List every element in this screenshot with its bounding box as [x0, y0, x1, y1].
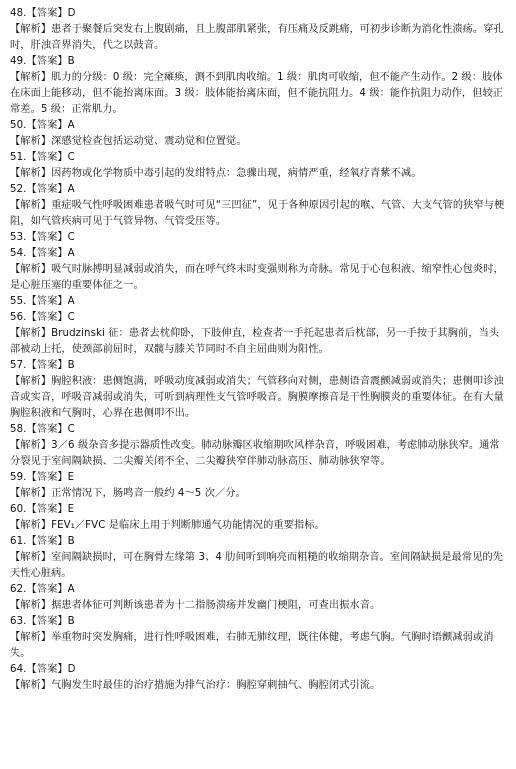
explanation-text: 【解析】Brudzinski 征：患者去枕仰卧，下肢伸直，检查者一手托起患者后枕部，另一手按于其胸前，当头部被动上托，使颈部前屈时，双髋与膝关节同时不自主屈曲则为阳性。: [10, 328, 500, 355]
answer-line: 49.【答案】B: [10, 56, 75, 67]
explanation-text: 【解析】据患者体征可判断该患者为十二指肠溃疡并发幽门梗阻，可查出振水音。: [10, 600, 381, 611]
answer-line: 57.【答案】B: [10, 360, 75, 371]
entry-53: [10, 230, 508, 246]
answer-line: 58.【答案】C: [10, 424, 75, 435]
entry-55: [10, 294, 508, 310]
explanation-text: 【解析】重症吸气性呼吸困难患者吸气时可见“三凹征”，见于各种原因引起的喉、气管、大支气管的狭窄与梗阻，如气管疾病可见于气管异物、气管受压等。: [10, 200, 505, 227]
explanation-text: 【解析】举重物时突发胸痛，进行性呼吸困难，右肺无肺纹理，既往体健，考虑气胸。气胸时语颤减弱或消失。: [10, 632, 494, 659]
answer-line: 63.【答案】B: [10, 616, 75, 627]
entry-57: [10, 358, 508, 422]
explanation-text: 【解析】FEV₁／FVC 是临床上用于判断肺通气功能情况的重要指标。: [10, 520, 325, 531]
entry-63: [10, 614, 508, 662]
entry-48: [10, 6, 508, 54]
entry-64: [10, 662, 508, 694]
answer-line: 48.【答案】D: [10, 8, 76, 19]
answer-line: 60.【答案】E: [10, 504, 75, 515]
entry-61: [10, 534, 508, 582]
answer-line: 51.【答案】C: [10, 152, 75, 163]
explanation-text: 【解析】吸气时脉搏明显减弱或消失，而在呼气终末时变强则称为奇脉。常见于心包积液、缩窄性心包炎时，是心脏压塞的重要体征之一。: [10, 264, 504, 291]
entry-56: [10, 310, 508, 358]
answer-line: 61.【答案】B: [10, 536, 75, 547]
entry-58: [10, 422, 508, 470]
entry-49: [10, 54, 508, 118]
entry-51: [10, 150, 508, 182]
answer-line: 64.【答案】D: [10, 664, 76, 675]
explanation-text: 【解析】正常情况下，肠鸣音一般约 4～5 次／分。: [10, 488, 246, 499]
explanation-text: 【解析】3／6 级杂音多提示器质性改变。肺动脉瓣区收缩期吹风样杂音，呼吸困难，考虑肺动脉狭窄。通常分裂见于室间隔缺损、二尖瓣关闭不全、二尖瓣狭窄伴肺动脉高压、肺动脉狭窄等。: [10, 440, 500, 467]
explanation-text: 【解析】深感觉检查包括运动觉、震动觉和位置觉。: [10, 136, 247, 147]
explanation-text: 【解析】因药物或化学物质中毒引起的发绀特点：急骤出现，病情严重，经氧疗青紫不减。: [10, 168, 422, 179]
explanation-text: 【解析】室间隔缺损时，可在胸骨左缘第 3、4 肋间听到响亮而粗糙的收缩期杂音。室间隔缺损是最常见的先天性心脏病。: [10, 552, 504, 579]
answer-line: 55.【答案】A: [10, 296, 75, 307]
explanation-text: 【解析】胸腔积液：患侧饱满，呼吸动度减弱或消失；气管移向对侧，患侧语音震颤减弱或消失；患侧叩诊浊音或实音，呼吸音减弱或消失，可听到病理性支气管呼吸音。胸膜摩擦音是干性胸膜炎的重要体征。在有大量胸腔积液和气胸时，心界在患侧叩不出。: [10, 376, 504, 419]
entry-62: [10, 582, 508, 614]
entry-60: [10, 502, 508, 534]
entry-54: [10, 246, 508, 294]
answer-line: 56.【答案】C: [10, 312, 75, 323]
answer-line: 59.【答案】E: [10, 472, 75, 483]
explanation-text: 【解析】患者于聚餐后突发右上腹剧痛，且上腹部肌紧张，有压痛及反跳痛，可初步诊断为消化性溃疡。穿孔时，肝浊音界消失，代之以鼓音。: [10, 24, 504, 51]
answer-line: 52.【答案】A: [10, 184, 75, 195]
answer-line: 50.【答案】A: [10, 120, 75, 131]
entry-59: [10, 470, 508, 502]
explanation-text: 【解析】气胸发生时最佳的治疗措施为排气治疗：胸腔穿刺抽气、胸腔闭式引流。: [10, 680, 381, 691]
explanation-text: 【解析】肌力的分级：0 级：完全瘫痪，测不到肌肉收缩。1 级：肌肉可收缩，但不能产生动作。2 级：肢体在床面上能移动，但不能抬离床面。3 级：肢体能抬离床面，但不能抗阻力。4 级：能作抗阻力动作，但较正常差。5 级：正常肌力。: [10, 72, 504, 115]
entry-52: [10, 182, 508, 230]
answer-line: 53.【答案】C: [10, 232, 75, 243]
answer-line: 54.【答案】A: [10, 248, 75, 259]
answer-line: 62.【答案】A: [10, 584, 75, 595]
entry-50: [10, 118, 508, 150]
